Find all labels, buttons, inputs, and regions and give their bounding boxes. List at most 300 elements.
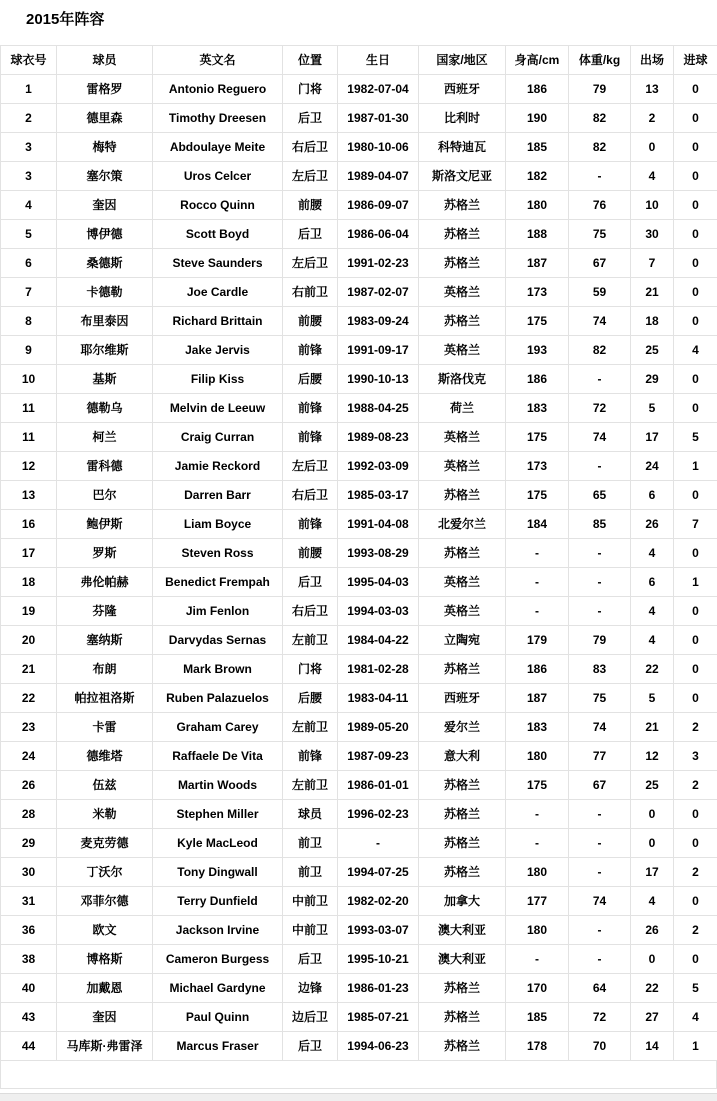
table-cell: 0 [674, 800, 717, 829]
table-row [1, 423, 717, 452]
table-cell: 邓菲尔德 [57, 887, 153, 916]
table-cell: 边锋 [283, 974, 338, 1003]
table-cell: 后卫 [283, 220, 338, 249]
table-cell: 梅特 [57, 133, 153, 162]
table-cell: 1988-04-25 [338, 394, 419, 423]
table-cell: 北爱尔兰 [419, 510, 506, 539]
table-cell: 75 [569, 220, 631, 249]
table-cell: 丁沃尔 [57, 858, 153, 887]
table-cell: 7 [1, 278, 57, 307]
table-cell: - [569, 162, 631, 191]
table-cell: 180 [506, 858, 569, 887]
table-cell: Kyle MacLeod [153, 829, 283, 858]
table-cell: 180 [506, 191, 569, 220]
table-cell: 英格兰 [419, 336, 506, 365]
table-cell: 0 [674, 278, 717, 307]
table-cell: - [506, 800, 569, 829]
table-cell: 博格斯 [57, 945, 153, 974]
table-cell: Cameron Burgess [153, 945, 283, 974]
table-cell: 19 [1, 597, 57, 626]
table-cell: 雷科德 [57, 452, 153, 481]
table-row [1, 365, 717, 394]
table-row [1, 75, 717, 104]
table-cell: 173 [506, 452, 569, 481]
table-cell: 德勒乌 [57, 394, 153, 423]
table-cell: 0 [631, 800, 674, 829]
table-cell: Joe Cardle [153, 278, 283, 307]
table-cell: Ruben Palazuelos [153, 684, 283, 713]
table-cell: 5 [674, 423, 717, 452]
table-cell: 前卫 [283, 858, 338, 887]
table-cell: Tony Dingwall [153, 858, 283, 887]
table-cell: 184 [506, 510, 569, 539]
table-cell: 桑德斯 [57, 249, 153, 278]
table-cell: 17 [631, 858, 674, 887]
table-row [1, 394, 717, 423]
table-cell: - [569, 858, 631, 887]
table-cell: 82 [569, 104, 631, 133]
table-cell: 2 [674, 858, 717, 887]
table-cell: Jamie Reckord [153, 452, 283, 481]
table-cell: 38 [1, 945, 57, 974]
table-cell: Melvin de Leeuw [153, 394, 283, 423]
table-cell: 苏格兰 [419, 1003, 506, 1032]
table-cell: 2 [674, 771, 717, 800]
table-cell: 加戴恩 [57, 974, 153, 1003]
table-cell: 18 [631, 307, 674, 336]
table-cell: 左前卫 [283, 771, 338, 800]
table-cell: 14 [631, 1032, 674, 1061]
table-cell: 186 [506, 365, 569, 394]
table-cell: 门将 [283, 655, 338, 684]
table-cell: 1986-01-01 [338, 771, 419, 800]
table-cell: 74 [569, 713, 631, 742]
table-cell: 0 [674, 365, 717, 394]
table-cell: 21 [631, 713, 674, 742]
table-cell: 0 [674, 481, 717, 510]
table-cell: 175 [506, 481, 569, 510]
table-cell: 右后卫 [283, 481, 338, 510]
table-cell: 伍兹 [57, 771, 153, 800]
table-cell: 1987-02-07 [338, 278, 419, 307]
table-cell: 0 [674, 220, 717, 249]
column-header: 球员 [57, 46, 153, 75]
table-cell: 5 [1, 220, 57, 249]
table-cell: Rocco Quinn [153, 191, 283, 220]
table-cell: 72 [569, 1003, 631, 1032]
table-cell: 比利时 [419, 104, 506, 133]
table-cell: 后腰 [283, 684, 338, 713]
table-cell: 79 [569, 626, 631, 655]
squad-table [0, 45, 717, 1061]
table-cell: 英格兰 [419, 452, 506, 481]
table-row [1, 510, 717, 539]
table-cell: 右后卫 [283, 133, 338, 162]
table-cell: - [569, 597, 631, 626]
table-cell: 前腰 [283, 539, 338, 568]
table-cell: 苏格兰 [419, 220, 506, 249]
table-cell: 苏格兰 [419, 191, 506, 220]
table-row [1, 974, 717, 1003]
table-cell: 1985-03-17 [338, 481, 419, 510]
table-row [1, 278, 717, 307]
table-cell: 70 [569, 1032, 631, 1061]
table-cell: 英格兰 [419, 597, 506, 626]
table-cell: 塞尔策 [57, 162, 153, 191]
table-cell: Raffaele De Vita [153, 742, 283, 771]
column-header: 国家/地区 [419, 46, 506, 75]
column-header: 身高/cm [506, 46, 569, 75]
table-cell: 178 [506, 1032, 569, 1061]
table-cell: 28 [1, 800, 57, 829]
table-cell: - [338, 829, 419, 858]
table-cell: 奎因 [57, 1003, 153, 1032]
table-row [1, 452, 717, 481]
table-cell: 前卫 [283, 829, 338, 858]
table-cell: 后卫 [283, 104, 338, 133]
table-row [1, 1032, 717, 1061]
table-row [1, 945, 717, 974]
table-cell: 5 [674, 974, 717, 1003]
table-cell: 右后卫 [283, 597, 338, 626]
table-cell: 188 [506, 220, 569, 249]
table-cell: Uros Celcer [153, 162, 283, 191]
table-cell: 1990-10-13 [338, 365, 419, 394]
table-cell: 苏格兰 [419, 800, 506, 829]
table-cell: 芬隆 [57, 597, 153, 626]
table-cell: 德里森 [57, 104, 153, 133]
table-cell: 179 [506, 626, 569, 655]
table-cell: 斯洛文尼亚 [419, 162, 506, 191]
table-cell: 21 [631, 278, 674, 307]
table-cell: 1986-06-04 [338, 220, 419, 249]
table-cell: 英格兰 [419, 568, 506, 597]
table-cell: Richard Brittain [153, 307, 283, 336]
table-cell: 苏格兰 [419, 771, 506, 800]
table-cell: 立陶宛 [419, 626, 506, 655]
table-cell: 澳大利亚 [419, 916, 506, 945]
table-cell: 0 [674, 539, 717, 568]
table-cell: 荷兰 [419, 394, 506, 423]
table-cell: 6 [631, 568, 674, 597]
table-cell: 1995-04-03 [338, 568, 419, 597]
table-cell: 25 [631, 771, 674, 800]
table-cell: 布里泰因 [57, 307, 153, 336]
table-cell: 前锋 [283, 510, 338, 539]
table-cell: 鲍伊斯 [57, 510, 153, 539]
table-cell: - [569, 539, 631, 568]
table-cell: Darren Barr [153, 481, 283, 510]
table-cell: 187 [506, 684, 569, 713]
table-cell: 右前卫 [283, 278, 338, 307]
table-row [1, 481, 717, 510]
table-cell: 67 [569, 249, 631, 278]
table-cell: 1982-07-04 [338, 75, 419, 104]
table-cell: - [506, 539, 569, 568]
table-cell: 27 [631, 1003, 674, 1032]
table-cell: 0 [674, 191, 717, 220]
table-cell: 中前卫 [283, 887, 338, 916]
table-cell: 182 [506, 162, 569, 191]
table-cell: 67 [569, 771, 631, 800]
table-cell: 1993-03-07 [338, 916, 419, 945]
table-cell: 塞纳斯 [57, 626, 153, 655]
table-cell: 77 [569, 742, 631, 771]
table-cell: 0 [674, 249, 717, 278]
table-cell: 1982-02-20 [338, 887, 419, 916]
table-row [1, 568, 717, 597]
table-cell: 4 [631, 539, 674, 568]
table-cell: 21 [1, 655, 57, 684]
table-cell: 0 [674, 887, 717, 916]
table-cell: - [569, 365, 631, 394]
table-cell: 4 [631, 626, 674, 655]
table-cell: 澳大利亚 [419, 945, 506, 974]
table-cell: - [506, 829, 569, 858]
table-row [1, 539, 717, 568]
table-cell: 前锋 [283, 336, 338, 365]
table-cell: Jake Jervis [153, 336, 283, 365]
table-cell: 科特迪瓦 [419, 133, 506, 162]
table-cell: 0 [674, 133, 717, 162]
table-cell: 柯兰 [57, 423, 153, 452]
table-cell: 40 [1, 974, 57, 1003]
table-cell: - [506, 945, 569, 974]
table-cell: 25 [631, 336, 674, 365]
table-cell: 26 [1, 771, 57, 800]
table-cell: - [506, 597, 569, 626]
table-cell: 0 [674, 626, 717, 655]
table-cell: 4 [1, 191, 57, 220]
column-header: 位置 [283, 46, 338, 75]
table-cell: 前锋 [283, 394, 338, 423]
table-cell: 23 [1, 713, 57, 742]
table-cell: 29 [631, 365, 674, 394]
table-cell: 左前卫 [283, 713, 338, 742]
table-cell: 1986-01-23 [338, 974, 419, 1003]
table-row [1, 684, 717, 713]
table-cell: 7 [674, 510, 717, 539]
table-cell: 1991-04-08 [338, 510, 419, 539]
table-cell: 1984-04-22 [338, 626, 419, 655]
table-cell: 10 [631, 191, 674, 220]
table-cell: 82 [569, 336, 631, 365]
table-cell: 西班牙 [419, 75, 506, 104]
table-row [1, 133, 717, 162]
table-cell: 米勒 [57, 800, 153, 829]
table-cell: 180 [506, 916, 569, 945]
table-cell: 44 [1, 1032, 57, 1061]
table-row [1, 829, 717, 858]
table-cell: 64 [569, 974, 631, 1003]
column-header: 出场 [631, 46, 674, 75]
table-cell: 79 [569, 75, 631, 104]
table-cell: 罗斯 [57, 539, 153, 568]
table-cell: 左后卫 [283, 249, 338, 278]
table-cell: 85 [569, 510, 631, 539]
table-cell: - [569, 800, 631, 829]
table-cell: 奎因 [57, 191, 153, 220]
table-cell: 185 [506, 1003, 569, 1032]
table-cell: 1992-03-09 [338, 452, 419, 481]
table-cell: 1986-09-07 [338, 191, 419, 220]
table-cell: 26 [631, 916, 674, 945]
table-cell: 74 [569, 887, 631, 916]
table-cell: 0 [674, 162, 717, 191]
table-cell: 4 [631, 597, 674, 626]
table-cell: 2 [674, 713, 717, 742]
table-cell: 2 [674, 916, 717, 945]
table-cell: 43 [1, 1003, 57, 1032]
table-cell: 12 [1, 452, 57, 481]
table-cell: Jim Fenlon [153, 597, 283, 626]
table-cell: 4 [674, 336, 717, 365]
table-cell: 0 [674, 829, 717, 858]
table-cell: 0 [674, 307, 717, 336]
table-cell: 177 [506, 887, 569, 916]
table-cell: 门将 [283, 75, 338, 104]
table-cell: 苏格兰 [419, 858, 506, 887]
table-cell: 帕拉祖洛斯 [57, 684, 153, 713]
table-body [1, 75, 717, 1061]
table-cell: 左后卫 [283, 452, 338, 481]
table-cell: 英格兰 [419, 423, 506, 452]
table-cell: 0 [674, 945, 717, 974]
table-row [1, 887, 717, 916]
table-cell: 83 [569, 655, 631, 684]
table-cell: 22 [631, 655, 674, 684]
table-cell: 前腰 [283, 307, 338, 336]
table-cell: 1991-02-23 [338, 249, 419, 278]
table-cell: 意大利 [419, 742, 506, 771]
table-cell: 7 [631, 249, 674, 278]
table-cell: 175 [506, 307, 569, 336]
table-cell: 1 [1, 75, 57, 104]
table-cell: 20 [1, 626, 57, 655]
table-cell: 弗伦帕赫 [57, 568, 153, 597]
table-cell: Antonio Reguero [153, 75, 283, 104]
table-cell: 1996-02-23 [338, 800, 419, 829]
table-cell: 175 [506, 423, 569, 452]
table-row [1, 1003, 717, 1032]
table-cell: 前锋 [283, 742, 338, 771]
table-row [1, 162, 717, 191]
table-cell: 1 [674, 568, 717, 597]
table-cell: 球员 [283, 800, 338, 829]
table-cell: 1987-09-23 [338, 742, 419, 771]
table-cell: Stephen Miller [153, 800, 283, 829]
table-cell: Liam Boyce [153, 510, 283, 539]
table-cell: 前锋 [283, 423, 338, 452]
table-cell: 2 [631, 104, 674, 133]
table-cell: 爱尔兰 [419, 713, 506, 742]
table-cell: 2 [1, 104, 57, 133]
table-cell: 8 [1, 307, 57, 336]
table-cell: 0 [674, 684, 717, 713]
table-cell: 1 [674, 1032, 717, 1061]
table-cell: 卡雷 [57, 713, 153, 742]
table-cell: 183 [506, 713, 569, 742]
table-cell: 1987-01-30 [338, 104, 419, 133]
table-row [1, 626, 717, 655]
table-cell: 1980-10-06 [338, 133, 419, 162]
table-cell: - [506, 568, 569, 597]
table-cell: 1991-09-17 [338, 336, 419, 365]
table-cell: 1989-08-23 [338, 423, 419, 452]
table-cell: 左前卫 [283, 626, 338, 655]
table-cell: - [569, 568, 631, 597]
table-cell: 左后卫 [283, 162, 338, 191]
table-cell: 4 [631, 887, 674, 916]
table-cell: 9 [1, 336, 57, 365]
table-cell: 13 [1, 481, 57, 510]
table-cell: 苏格兰 [419, 249, 506, 278]
table-cell: Terry Dunfield [153, 887, 283, 916]
table-row [1, 713, 717, 742]
table-cell: - [569, 829, 631, 858]
table-cell: 183 [506, 394, 569, 423]
table-cell: 苏格兰 [419, 481, 506, 510]
table-cell: 24 [1, 742, 57, 771]
table-cell: Michael Gardyne [153, 974, 283, 1003]
table-cell: 后卫 [283, 568, 338, 597]
table-cell: 0 [674, 104, 717, 133]
table-cell: 75 [569, 684, 631, 713]
table-cell: 0 [631, 945, 674, 974]
table-cell: 22 [631, 974, 674, 1003]
table-cell: 麦克劳德 [57, 829, 153, 858]
table-cell: 4 [631, 162, 674, 191]
table-cell: 1994-07-25 [338, 858, 419, 887]
table-cell: 186 [506, 75, 569, 104]
table-cell: 6 [631, 481, 674, 510]
table-cell: Timothy Dreesen [153, 104, 283, 133]
table-cell: 22 [1, 684, 57, 713]
table-cell: 13 [631, 75, 674, 104]
table-cell: 博伊德 [57, 220, 153, 249]
table-cell: 斯洛伐克 [419, 365, 506, 394]
table-cell: 72 [569, 394, 631, 423]
page-title: 2015年阵容 [26, 11, 105, 28]
table-cell: 186 [506, 655, 569, 684]
table-cell: 巴尔 [57, 481, 153, 510]
table-cell: 74 [569, 423, 631, 452]
table-cell: 0 [674, 75, 717, 104]
table-cell: 苏格兰 [419, 655, 506, 684]
table-cell: 布朗 [57, 655, 153, 684]
table-cell: 后卫 [283, 945, 338, 974]
table-cell: 0 [631, 829, 674, 858]
table-cell: 17 [1, 539, 57, 568]
table-cell: Mark Brown [153, 655, 283, 684]
table-cell: 12 [631, 742, 674, 771]
table-cell: Scott Boyd [153, 220, 283, 249]
table-row [1, 800, 717, 829]
table-cell: 0 [674, 394, 717, 423]
table-cell: 1983-09-24 [338, 307, 419, 336]
table-cell: 1994-03-03 [338, 597, 419, 626]
table-cell: 0 [674, 597, 717, 626]
table-cell: 中前卫 [283, 916, 338, 945]
table-row [1, 916, 717, 945]
table-cell: 雷格罗 [57, 75, 153, 104]
table-cell: Benedict Frempah [153, 568, 283, 597]
table-row [1, 191, 717, 220]
table-row [1, 336, 717, 365]
column-header: 进球 [674, 46, 717, 75]
column-header: 英文名 [153, 46, 283, 75]
table-cell: - [569, 452, 631, 481]
